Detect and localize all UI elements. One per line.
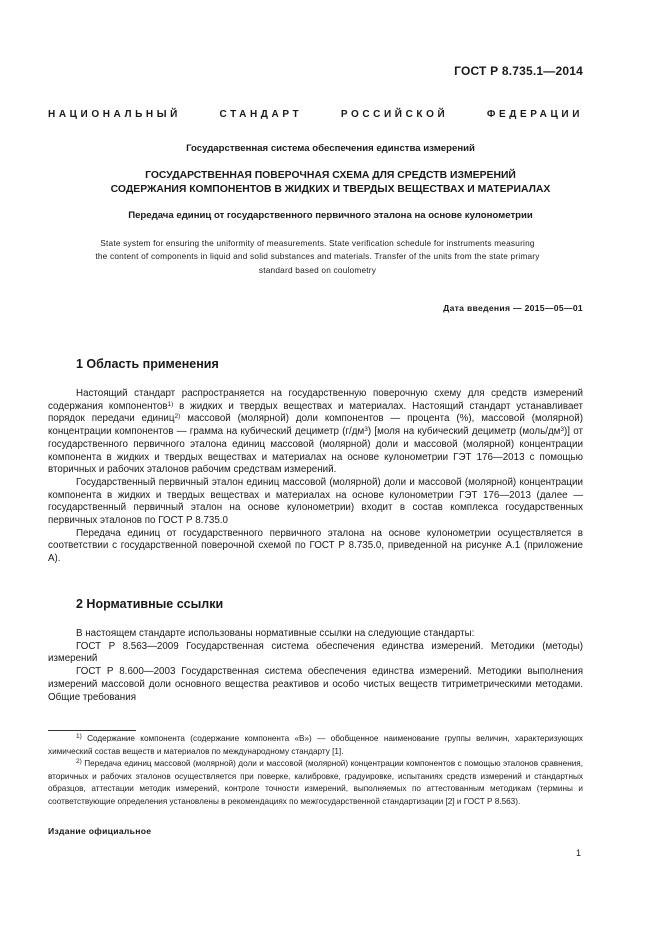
footnote: $^{2)}$ Передача единиц массовой (молярной) доли и массовой (молярной) концентрации компонентов с помощью эталонов сравнения, вторичных и рабочих эталонов осуществляется при поверке, калибровке, градуировке, испытаниях средств измерений и стандартных образцов, аттестации методик измерений, контроле точности измерений, выполняемых по аттестованным методикам (термины и соответствующие определения установлены в рекомендациях по межгосударственной стандартизации [2] и ГОСТ Р 8.563). (48, 758, 583, 806)
section-1-heading: 1 Область применения (76, 357, 219, 371)
english-title-line: the content of components in liquid and solid substances and materials. Transfer of the units from the state primary (95, 251, 540, 262)
footnote-mark: 1) (76, 733, 82, 740)
intro-date: Дата введения — 2015—05—01 (443, 303, 583, 313)
section-1-body (48, 388, 583, 566)
document-subtitle: Передача единиц от государственного первичного эталона на основе кулонометрии (128, 210, 533, 221)
footnotes (48, 733, 583, 809)
standard-id: ГОСТ Р 8.735.1—2014 (454, 64, 583, 78)
english-title-line: standard based on coulometry (258, 264, 377, 275)
paragraph: В настоящем стандарте использованы нормативные ссылки на следующие стандарты: (76, 628, 475, 639)
footnote-ref[interactable]: 1) (167, 400, 174, 408)
title-line: СОДЕРЖАНИЯ КОМПОНЕНТОВ В ЖИДКИХ И ТВЕРДЫХ ВЕЩЕСТВАХ И МАТЕРИАЛАХ (110, 184, 551, 195)
banner-word: НАЦИОНАЛЬНЫЙ (48, 109, 181, 120)
banner-word: ФЕДЕРАЦИИ (486, 109, 583, 120)
footnote-ref[interactable]: 2) (174, 413, 181, 421)
normative-reference: ГОСТ Р 8.600—2003 Государственная система обеспечения единства измерений. Методики выполнения измерений массовой доли основного вещества реактивов и особо чистых веществ титриметрическими методами. Общие требования (48, 666, 583, 703)
exponent: 3 (364, 426, 368, 434)
system-title: Государственная система обеспечения единства измерений (186, 143, 475, 154)
footnote: $^{1)}$ Содержание компонента (содержание компонента «В») — обобщенное наименование группы величин, характеризующих химический состав веществ и материалов по международному стандарту [1]. (48, 733, 583, 756)
banner-word: СТАНДАРТ (219, 109, 303, 120)
page-number: 1 (575, 848, 581, 858)
section-2-body (48, 628, 583, 704)
english-title (55, 237, 580, 277)
section-2-heading: 2 Нормативные ссылки (76, 597, 224, 611)
edition-label: Издание официальное (48, 826, 152, 836)
normative-reference: ГОСТ Р 8.563—2009 Государственная система обеспечения единства измерений. Методики (методы) измерений (48, 640, 583, 665)
national-standard-banner (48, 109, 583, 120)
paragraph: Государственный первичный эталон единиц массовой (молярной) доли и массовой (молярной) концентрации компонента в жидких и твердых веществах и материалах на основе кулонометрии ГЭТ 176—2013 (далее — государственный первичный эталон на основе кулонометрии) входит в состав комплекса государственных первичных эталонов по ГОСТ Р 8.735.0 (48, 476, 583, 527)
document-title (48, 169, 613, 197)
banner-word: РОССИЙСКОЙ (340, 109, 449, 120)
english-title-line: State system for ensuring the uniformity of measurements. State verification schedule for instruments measuring (100, 238, 535, 248)
footnote-mark: 2) (76, 758, 82, 766)
paragraph: Передача единиц от государственного первичного эталона на основе кулонометрии осуществляется в соответствии с государственной поверочной схемой по ГОСТ Р 8.735.0, приведенной на рисунке А.1 (приложение А). (48, 527, 583, 565)
title-line: ГОСУДАРСТВЕННАЯ ПОВЕРОЧНАЯ СХЕМА ДЛЯ СРЕДСТВ ИЗМЕРЕНИЙ (145, 170, 516, 181)
footnote-divider (48, 730, 136, 731)
exponent: 3 (560, 426, 565, 434)
paragraph: Настоящий стандарт распространяется на государственную поверочную схему для средств измерений содержания компонентов$^{1)}$ в жидких и твердых веществах и материалах. Настоящий стандарт устанавливает порядок передачи единиц$^{2)}$ массовой (молярной) доли компонентов — процента (%), массовой (молярной) концентрации компонентов — грамма на кубический дециметр $(г/дм^3)$ [моля на кубический дециметр $(моль/дм^3)$] от государственного первичного эталона единиц массовой (молярной) доли и массовой (молярной) концентрации компонента в жидких и твердых веществах и материалах на основе кулонометрии ГЭТ 176—2013 с помощью вторичных и рабочих эталонов рабочим средствам измерений. (48, 388, 584, 476)
